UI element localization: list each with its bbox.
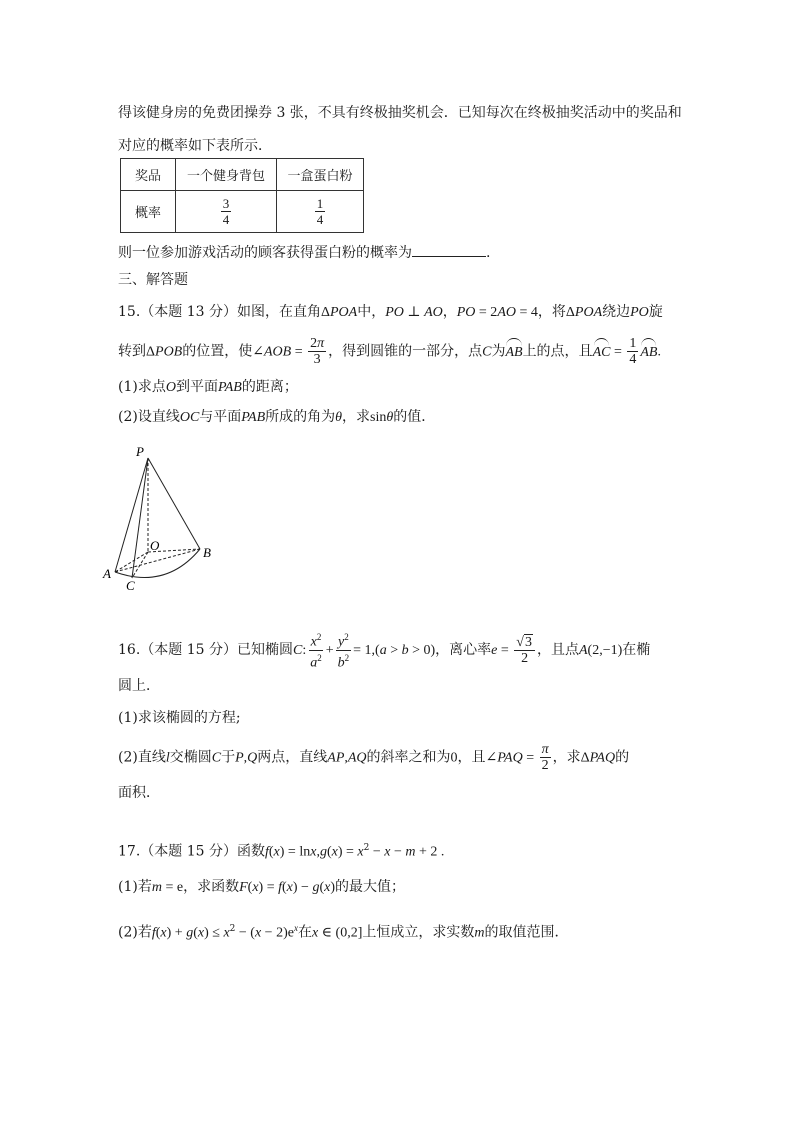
- label-C: C: [126, 578, 135, 590]
- table-prize-2: 一盒蛋白粉: [277, 159, 364, 191]
- q15-line-1: 15.（本题 13 分）如图，在直角ΔPOA中，PO ⊥ AO，PO = 2AO = 4，将ΔPOA绕边PO旋: [118, 304, 663, 320]
- q16-line-1: 16.（本题 15 分）已知椭圆C: $\frac{x^2}{a^2}$ + $\frac{y^2}{b^2}$ = 1,(a > b > 0)，离心率e = $\frac{√3}{2}$ ，且点A(2,−1)在椭: [118, 632, 651, 671]
- table-header-label: 奖品: [121, 159, 176, 191]
- q15-line-2: 转到ΔPOB的位置，使∠AOB = $\frac{2\pi}{3}$ ，得到圆锥的一部分，点C为AB上的点，且AC = $\frac{1}{4}$ AB.: [118, 336, 661, 367]
- table-probability-2: $\frac{1}{4}$: [277, 191, 364, 233]
- intro-line-2: 对应的概率如下表所示．: [118, 138, 272, 154]
- intro-line-1: 得该健身房的免费团操券 3 张，不具有终极抽奖机会．已知每次在终极抽奖活动中的奖品和: [118, 105, 682, 121]
- label-P: P: [136, 444, 144, 459]
- q15-part-1: (1)求点O到平面PAB的距离；: [118, 379, 298, 395]
- table-row-label: 概率: [121, 191, 176, 233]
- label-B: B: [203, 545, 211, 560]
- table-prize-1: 一个健身背包: [176, 159, 277, 191]
- edge-PB: [148, 458, 200, 549]
- prize-table: [120, 158, 364, 233]
- arc-AB: [115, 549, 200, 577]
- q17-part-2: (2)若$f(x) + g(x) \le x^2 - (x - 2)e^x$在x ∈ (0,2]上恒成立，求实数m的取值范围．: [118, 923, 569, 941]
- q15-part-2: (2)设直线OC与平面PAB所成的角为θ，求sinθ的值．: [118, 409, 436, 425]
- q16-part-2: (2)直线l交椭圆C于P,Q两点，直线AP,AQ的斜率之和为0，且∠PAQ = $\frac{\pi}{2}$ ，求ΔPAQ的: [118, 742, 630, 773]
- q16-line-2: 圆上．: [118, 678, 160, 694]
- q16-line-5: 面积．: [118, 785, 160, 801]
- label-O: O: [150, 538, 160, 553]
- label-A: A: [103, 566, 111, 581]
- table-probability-1: $\frac{3}{4}$: [176, 191, 277, 233]
- section-heading: 三、解答题: [118, 272, 188, 288]
- q16-part-1: (1)求该椭圆的方程;: [118, 710, 241, 726]
- answer-blank: [412, 242, 486, 257]
- q17-line-1: 17.（本题 15 分）函数$f(x) = \ln x,g(x) = x^2 - x - m + 2$ .: [118, 843, 445, 860]
- q17-part-1: (1)若m = e，求函数F(x) = f(x) − g(x)的最大值；: [118, 879, 405, 895]
- fill-question: 则一位参加游戏活动的顾客获得蛋白粉的概率为 .: [118, 242, 490, 263]
- cone-figure: [96, 440, 226, 590]
